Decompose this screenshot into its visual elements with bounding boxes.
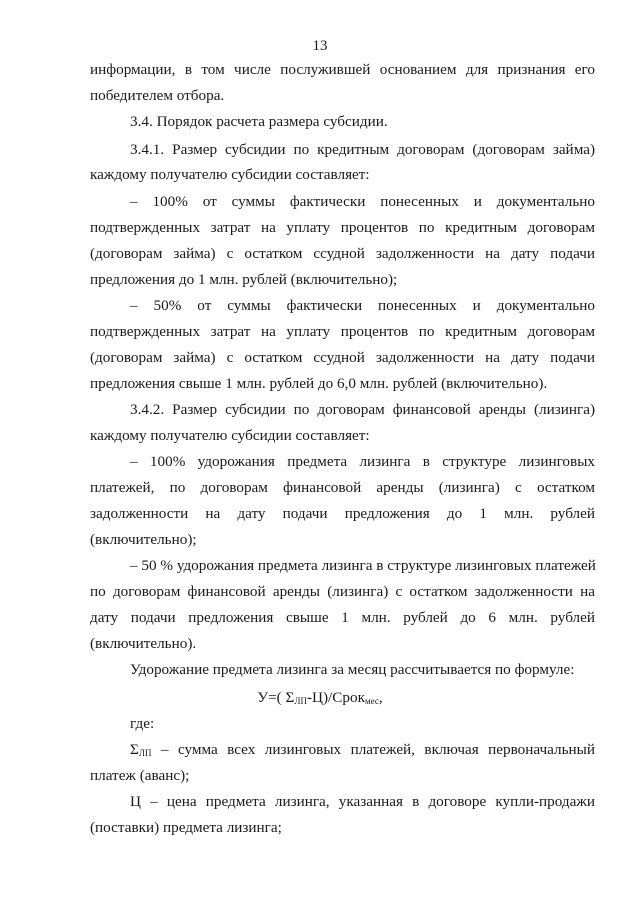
text-line: каждому получателю субсидии составляет: xyxy=(90,427,370,444)
text-line: платеж (аванс); xyxy=(90,767,190,784)
text-line: каждому получателю субсидии составляет: xyxy=(90,166,370,183)
text-line: подтвержденных затрат на уплату процентов по кредитным договорам xyxy=(90,219,595,236)
definition-line xyxy=(130,740,595,760)
formula-subscript: ЛП xyxy=(138,748,152,758)
text-line: информации, в том числе послужившей основанием для признания его xyxy=(90,61,595,78)
text-line: подтвержденных затрат на уплату процентов по кредитным договорам xyxy=(90,323,595,340)
list-item-line: – 100% от суммы фактически понесенных и документально xyxy=(130,193,595,210)
text-line: по договорам финансовой аренды (лизинга) с остатком задолженности на xyxy=(90,583,595,600)
formula-subscript: мес xyxy=(364,696,379,706)
text-line: предложения свыше 1 млн. рублей до 6,0 млн. рублей (включительно). xyxy=(90,375,548,392)
text-line: (включительно). xyxy=(90,635,197,652)
definition-text: – сумма всех лизинговых платежей, включая первоначальный xyxy=(151,741,595,758)
text-line: Удорожание предмета лизинга за месяц рассчитывается по формуле: xyxy=(130,661,575,678)
list-item-line: – 50 % удорожания предмета лизинга в структуре лизинговых платежей xyxy=(130,557,596,574)
text-line: (договорам займа) с остатком ссудной задолженности на дату подачи xyxy=(90,349,595,366)
page-number: 13 xyxy=(312,38,328,54)
formula-part: , xyxy=(378,689,383,706)
formula-part: -Ц)/Срок xyxy=(306,689,365,706)
definition-line: Ц – цена предмета лизинга, указанная в договоре купли-продажи xyxy=(130,793,595,810)
formula-subscript: ЛП xyxy=(294,696,307,706)
list-item-line: – 100% удорожания предмета лизинга в структуре лизинговых xyxy=(130,453,595,470)
text-line: платежей, по договорам финансовой аренды (лизинга) с остатком xyxy=(90,479,595,496)
text-line: задолженности на дату подачи предложения до 1 млн. рублей xyxy=(90,505,595,522)
text-line: (договорам займа) с остатком ссудной задолженности на дату подачи xyxy=(90,245,595,262)
text-line: предложения до 1 млн. рублей (включительно); xyxy=(90,271,398,288)
list-item-line: – 50% от суммы фактически понесенных и документально xyxy=(130,297,595,314)
section-heading: 3.4. Порядок расчета размера субсидии. xyxy=(130,113,388,130)
text-line: 3.4.1. Размер субсидии по кредитным договорам (договорам займа) xyxy=(130,141,595,158)
text-line: где: xyxy=(130,715,155,732)
sigma-symbol: Σ xyxy=(130,741,139,758)
formula xyxy=(0,688,640,708)
text-line: 3.4.2. Размер субсидии по договорам финансовой аренды (лизинга) xyxy=(130,401,595,418)
formula-part: У=( Σ xyxy=(257,689,295,706)
text-line: (поставки) предмета лизинга; xyxy=(90,819,282,836)
text-line: победителем отбора. xyxy=(90,87,225,104)
text-line: (включительно); xyxy=(90,531,197,548)
text-line: дату подачи предложения свыше 1 млн. рублей до 6 млн. рублей xyxy=(90,609,595,626)
